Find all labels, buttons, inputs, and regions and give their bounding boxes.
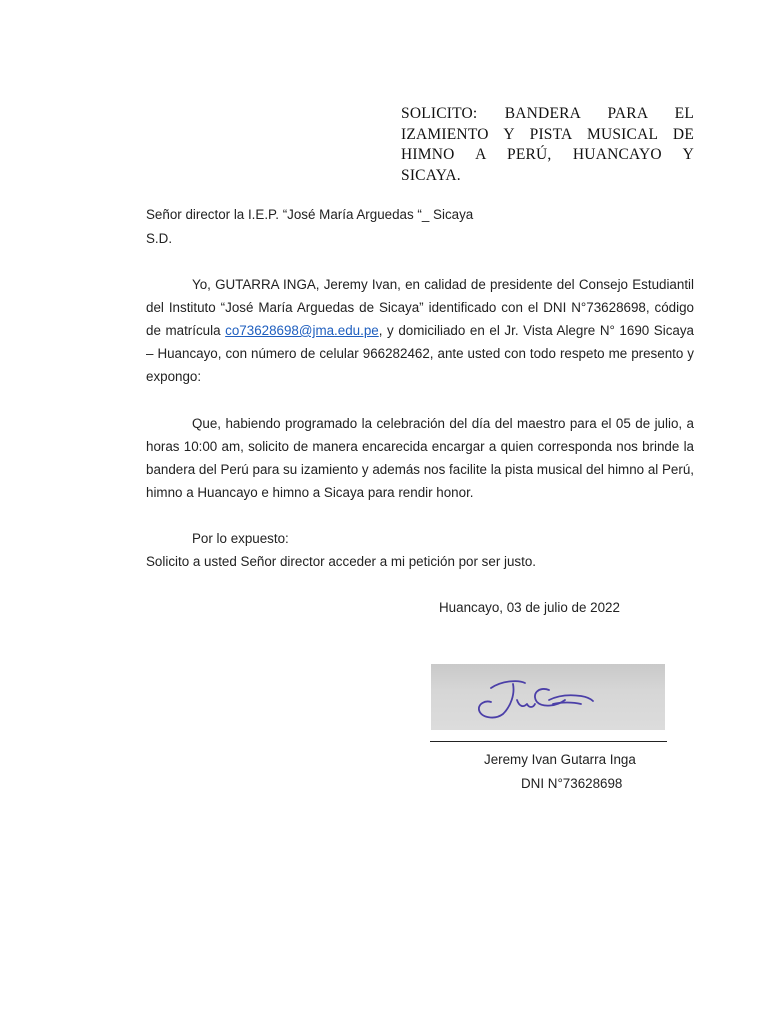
intro-text-before-email: Yo, GUTARRA INGA, Jeremy Ivan, en calidad de presidente del Consejo Estudiantil del Instituto “José María Arguedas de Sicaya” identificado con el DNI N°73628698, código de matrícula: [146, 277, 694, 338]
email-link[interactable]: co73628698@jma.edu.pe: [225, 323, 379, 338]
addressee-line: Señor director la I.E.P. “José María Arguedas “_ Sicaya: [146, 207, 474, 222]
subject-heading: [401, 104, 694, 186]
signer-dni: DNI N°73628698: [521, 776, 623, 791]
subject-text: SOLICITO: BANDERA PARA EL IZAMIENTO Y PISTA MUSICAL DE HIMNO A PERÚ, HUANCAYO Y: [401, 105, 694, 163]
addressee-sd: S.D.: [146, 231, 173, 246]
signature-image: [431, 664, 665, 730]
subject-text-last-line: SICAYA.: [401, 166, 461, 184]
signature-rule: [430, 741, 667, 742]
intro-paragraph: [146, 273, 694, 388]
closing-request: Solicito a usted Señor director acceder a mi petición por ser justo.: [146, 554, 537, 569]
request-paragraph: [146, 412, 694, 504]
closing-expuesto: Por lo expuesto:: [192, 531, 289, 546]
handwritten-signature-icon: [431, 664, 665, 730]
intro-text-after-email: , y domiciliado en el Jr. Vista Alegre N° 1690 Sicaya – Huancayo, con número de celular 966282462, ante usted con todo respeto me presento y expongo:: [146, 323, 695, 384]
date-line: Huancayo, 03 de julio de 2022: [439, 600, 620, 615]
request-text: Que, habiendo programado la celebración del día del maestro para el 05 de julio, a horas 10:00 am, solicito de manera encarecida encargar a quien corresponda nos brinde la bandera del Perú para su izamiento y además nos facilite la pista musical del himno al Perú, himno a Huancayo e himno a Sicaya para rendir honor.: [146, 416, 694, 500]
signer-name: Jeremy Ivan Gutarra Inga: [484, 752, 636, 767]
